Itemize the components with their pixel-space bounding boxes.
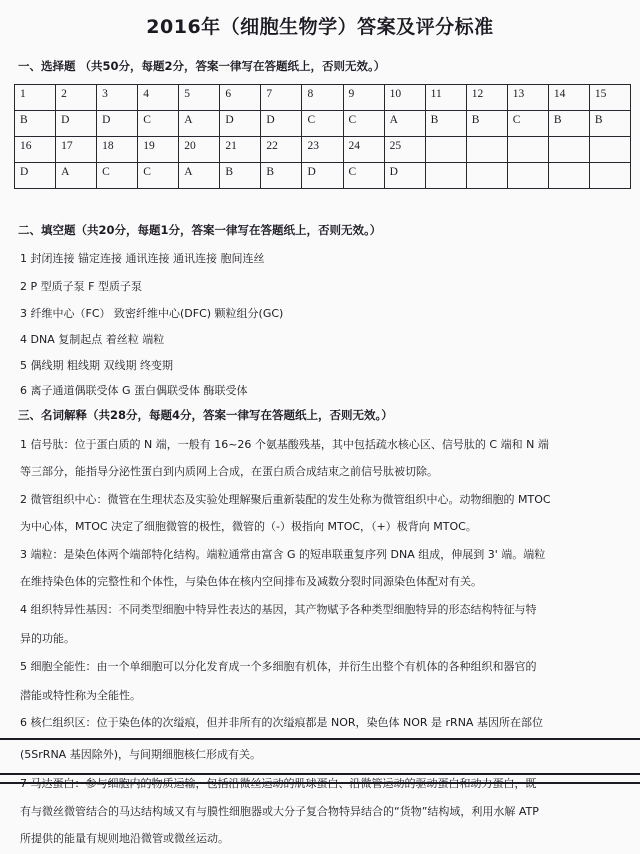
page-title: 2016年（细胞生物学）答案及评分标准 [146,16,494,38]
table-cell: 7 [261,85,302,111]
table-cell [425,163,466,189]
table-cell: D [220,111,261,137]
table-cell: C [302,111,343,137]
term-definition-7-line3: 所提供的能量有规则地沿微管或微丝运动。 [20,832,229,845]
table-cell: 9 [343,85,384,111]
table-cell [589,163,630,189]
table-cell: B [548,111,589,137]
section1-heading: 一、选择题 （共50分，每题2分，答案一律写在答题纸上，否则无效。） [18,59,386,73]
fill-blank-answer-6: 6 离子通道偶联受体 G 蛋白偶联受体 酶联受体 [20,384,248,397]
table-cell: 23 [302,137,343,163]
term-definition-1-line2: 等三部分，能指导分泌性蛋白到内质网上合成，在蛋白质合成结束之前信号肽被切除。 [20,465,438,478]
table-cell: B [589,111,630,137]
fill-blank-answer-5: 5 偶线期 粗线期 双线期 终变期 [20,359,173,372]
fill-blank-answer-2: 2 P 型质子泵 F 型质子泵 [20,280,142,293]
table-cell: D [56,111,97,137]
table-cell: 25 [384,137,425,163]
term-definition-3-line2: 在维持染色体的完整性和个体性，与染色体在核内空间排布及减数分裂时同源染色体配对有关。 [20,575,482,588]
table-row-answers-1 [15,111,631,137]
table-cell: 3 [97,85,138,111]
table-row-answers-2 [15,163,631,189]
term-definition-1-line1: 1 信号肽：位于蛋白质的 N 端，一般有 16~26 个氨基酸残基，其中包括疏水核心区、信号肽的 C 端和 N 端 [20,438,549,451]
term-definition-4-line1: 4 组织特异性基因：不同类型细胞中特异性表达的基因，其产物赋予各种类型细胞特异的形态结构特征与特 [20,603,537,616]
table-cell: 4 [138,85,179,111]
table-cell: 2 [56,85,97,111]
table-cell: 10 [384,85,425,111]
table-row-numbers-2 [15,137,631,163]
table-cell: B [220,163,261,189]
term-definition-5-line2: 潜能或特性称为全能性。 [20,689,141,702]
table-cell [589,137,630,163]
table-cell: 8 [302,85,343,111]
table-cell: D [302,163,343,189]
table-cell: 15 [589,85,630,111]
multiple-choice-answer-table [14,84,631,189]
table-cell: 13 [507,85,548,111]
term-definition-7-line2: 有与微丝微管结合的马达结构域又有与膜性细胞器或大分子复合物特异结合的“货物”结构域，利用水解 ATP [20,805,539,818]
horizontal-rule [0,738,640,740]
table-cell [425,137,466,163]
table-cell: D [384,163,425,189]
table-cell: 21 [220,137,261,163]
table-cell [466,137,507,163]
table-cell: 24 [343,137,384,163]
table-row-numbers-1 [15,85,631,111]
fill-blank-answer-3: 3 纤维中心（FC） 致密纤维中心(DFC) 颗粒组分(GC) [20,307,284,320]
term-definition-3-line1: 3 端粒：是染色体两个端部特化结构。端粒通常由富含 G 的短串联重复序列 DNA 组成，伸展到 3' 端。端粒 [20,548,546,561]
strikethrough-line [0,782,640,784]
table-cell [507,137,548,163]
table-cell: D [261,111,302,137]
table-cell: D [97,111,138,137]
table-cell: C [343,163,384,189]
table-cell: C [507,111,548,137]
table-cell: 5 [179,85,220,111]
table-cell: 11 [425,85,466,111]
table-cell: 1 [15,85,56,111]
table-cell: C [138,163,179,189]
table-cell: 14 [548,85,589,111]
table-cell [507,163,548,189]
table-cell: A [56,163,97,189]
table-cell: B [15,111,56,137]
table-cell: C [97,163,138,189]
table-cell [548,163,589,189]
section2-heading: 二、填空题（共20分，每题1分，答案一律写在答题纸上，否则无效。） [18,223,382,237]
term-definition-6-line2: (5SrRNA 基因除外)，与间期细胞核仁形成有关。 [20,748,261,761]
table-cell: 18 [97,137,138,163]
section3-heading: 三、名词解释（共28分，每题4分，答案一律写在答题纸上，否则无效。） [18,408,393,422]
table-cell: D [15,163,56,189]
table-cell: B [425,111,466,137]
table-cell: 16 [15,137,56,163]
table-cell: A [384,111,425,137]
term-definition-5-line1: 5 细胞全能性：由一个单细胞可以分化发育成一个多细胞有机体，并衍生出整个有机体的各种组织和器官的 [20,660,537,673]
term-definition-6-line1: 6 核仁组织区：位于染色体的次缢痕，但并非所有的次缢痕都是 NOR，染色体 NOR 是 rRNA 基因所在部位 [20,716,543,729]
table-cell: C [138,111,179,137]
term-definition-2-line2: 为中心体，MTOC 决定了细胞微管的极性，微管的（-）极指向 MTOC，（+）极背向 MTOC。 [20,520,477,533]
table-cell: 22 [261,137,302,163]
table-cell: 6 [220,85,261,111]
table-cell [548,137,589,163]
table-cell: B [466,111,507,137]
fill-blank-answer-4: 4 DNA 复制起点 着丝粒 端粒 [20,333,165,346]
table-cell: B [261,163,302,189]
table-cell: 17 [56,137,97,163]
table-cell: A [179,163,220,189]
table-cell: 19 [138,137,179,163]
table-cell: 20 [179,137,220,163]
table-cell: 12 [466,85,507,111]
term-definition-2-line1: 2 微管组织中心：微管在生理状态及实验处理解聚后重新装配的发生处称为微管组织中心。动物细胞的 MTOC [20,493,551,506]
term-definition-4-line2: 异的功能。 [20,632,75,645]
table-cell [466,163,507,189]
table-cell: C [343,111,384,137]
table-cell: A [179,111,220,137]
fill-blank-answer-1: 1 封闭连接 锚定连接 通讯连接 通讯连接 胞间连丝 [20,252,265,265]
